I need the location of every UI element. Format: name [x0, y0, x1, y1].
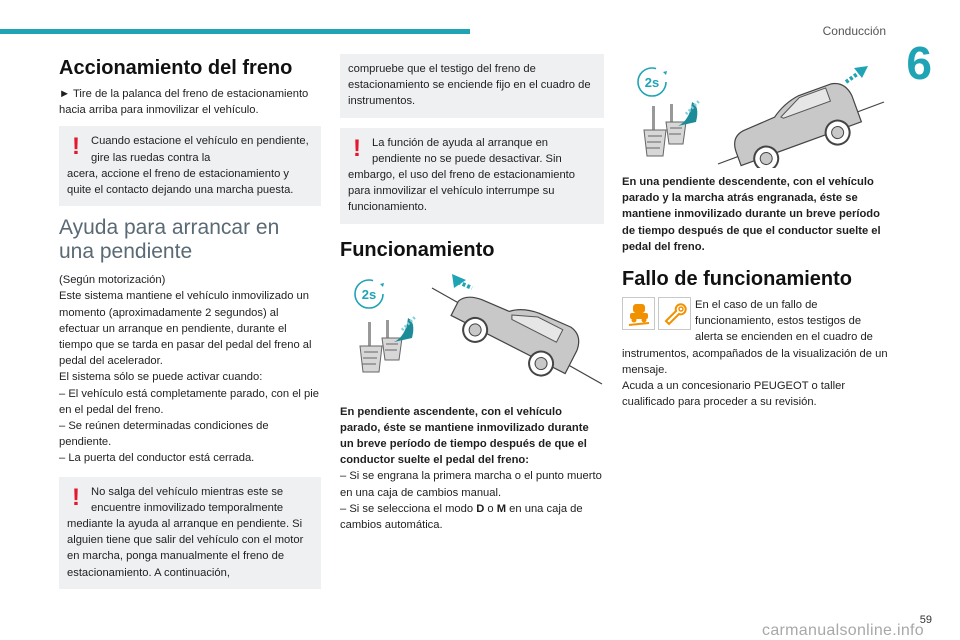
hill-body-4: – Se reúnen determinadas condiciones de pendiente.	[59, 420, 269, 449]
warning-box-continued	[340, 54, 604, 118]
column-1	[59, 52, 321, 595]
hill-body-1: Este sistema mantiene el vehículo inmovilizado un momento (aproximadamente 2 segundos) al efectuar un arranque en pendiente, durante el tiempo que se tarda en pasar del pedal del freno al pedal del acelerador.	[59, 290, 312, 368]
column-3	[622, 52, 892, 410]
uphill-illustration	[340, 272, 604, 390]
page-number: 59	[919, 614, 932, 626]
warning-box-deactivate	[340, 128, 604, 224]
watermark: carmanualsonline.info	[762, 622, 924, 639]
warning-text-first: No salga del vehículo mientras este se encuentre inmovilizado temporalmente	[91, 485, 284, 514]
bullet-automatic-pre: – Si se selecciona el modo	[340, 502, 477, 515]
timer-icon	[355, 280, 384, 308]
brake-title: Accionamiento del freno	[59, 57, 293, 79]
brake-step: ► Tire de la palanca del freno de estacionamiento hacia arriba para inmovilizar el vehículo.	[59, 88, 309, 117]
operation-title: Funcionamiento	[340, 238, 495, 261]
direction-arrow-icon	[846, 66, 868, 82]
hill-start-title-line1: Ayuda para arrancar en	[59, 216, 280, 240]
downhill-diagram	[622, 60, 892, 168]
chapter-number: 6	[906, 37, 932, 89]
uphill-description: En pendiente ascendente, con el vehículo parado, éste se mantiene inmovilizado durante un breve período de tiempo después de que el conductor suelte el pedal del freno:	[340, 405, 589, 467]
fault-icons	[622, 297, 691, 330]
fault-title: Fallo de funcionamiento	[622, 268, 853, 291]
pedals-icon	[644, 100, 700, 156]
hill-start-title-line2: una pendiente	[59, 240, 193, 264]
section-name: Conducción	[822, 24, 886, 38]
warning-text-first: Cuando estacione el vehículo en pendiente, gire las ruedas contra la	[91, 135, 309, 164]
timer-icon	[638, 68, 667, 96]
fault-body-2: Acuda a un concesionario PEUGEOT o taller cualificado para proceder a su revisión.	[622, 380, 846, 409]
warning-icon: !	[72, 133, 80, 161]
downhill-description: En una pendiente descendente, con el vehículo parado y la marcha atrás engranada, éste se mantiene inmovilizado durante un breve período de tiempo después de que el conductor suelte el pedal del freno.	[622, 176, 881, 253]
warning-text-rest: embargo, el uso del freno de estacionamiento para inmovilizar el vehículo interrumpe su funcionamiento.	[348, 169, 576, 214]
warning-text-first: La función de ayuda al arranque en pendiente no se puede desactivar. Sin	[372, 136, 562, 165]
timer-label: 2s	[644, 75, 660, 90]
warning-box-parking	[59, 126, 321, 206]
mode-d: D	[476, 502, 485, 515]
bullet-automatic-mid: o	[484, 502, 497, 515]
warning-icon: !	[72, 483, 80, 511]
hill-start-title	[59, 216, 321, 264]
fault-body-1: En el caso de un fallo de funcionamiento, estos testigos de alerta se encienden en el cuadro de instrumentos, acompañados de la visualización de un mensaje.	[622, 299, 888, 376]
direction-arrow-icon	[452, 274, 472, 288]
hill-assist-fault-icon	[622, 297, 655, 330]
header-accent-bar	[0, 29, 470, 34]
bullet-automatic-post: en una caja de cambios automática.	[340, 502, 583, 532]
hill-body-5: – La puerta del conductor está cerrada.	[59, 452, 255, 465]
pedals-icon	[360, 316, 416, 372]
mode-m: M	[496, 502, 507, 515]
hill-body-2: El sistema sólo se puede activar cuando:	[59, 371, 263, 384]
warning-box-exit	[59, 477, 321, 589]
hill-body-3: – El vehículo está completamente parado, con el pie en el pedal del freno.	[59, 387, 319, 416]
bullet-automatic	[340, 501, 604, 533]
bullet-manual: – Si se engrana la primera marcha o el punto muerto en una caja de cambios manual.	[340, 470, 602, 499]
warning-text-rest: mediante la ayuda al arranque en pendiente. Si alguien tiene que salir del vehículo con el motor en marcha, ponga manualmente el freno de estacionamiento. A continuación,	[67, 518, 304, 579]
timer-label: 2s	[361, 286, 377, 302]
warning-continued-text: compruebe que el testigo del freno de estacionamiento se enciende fijo en el cuadro de instrumentos.	[348, 63, 591, 108]
column-2	[340, 52, 604, 533]
warning-text-rest: acera, accione el freno de estacionamiento y quite el contacto dejando una marcha puesta.	[67, 167, 294, 197]
hill-body-0: (Según motorización)	[59, 274, 166, 287]
uphill-diagram	[340, 272, 604, 390]
warning-icon: !	[353, 134, 361, 162]
car-icon	[725, 79, 866, 168]
downhill-illustration	[622, 60, 892, 168]
car-icon	[445, 276, 585, 386]
wrench-service-icon	[658, 297, 691, 330]
